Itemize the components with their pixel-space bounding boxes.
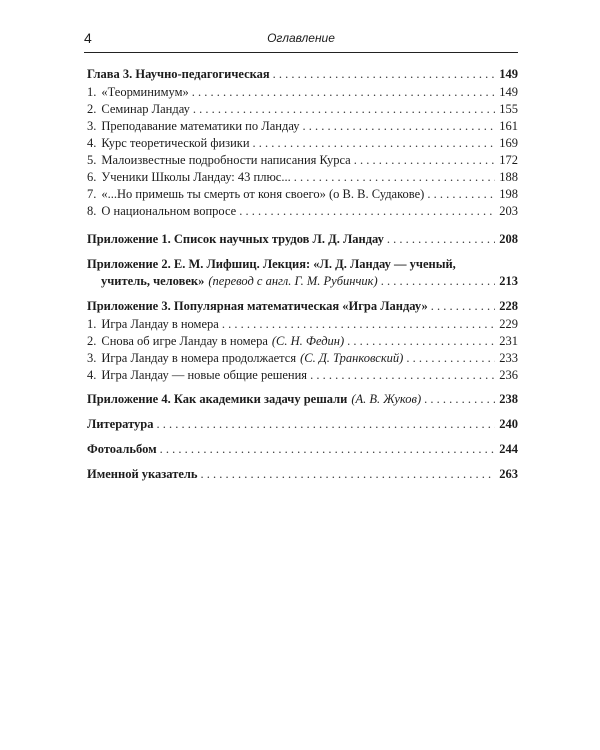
leader-dots: [160, 441, 495, 455]
leader-dots: [201, 466, 495, 480]
toc-item-author: (С. Д. Транковский): [300, 351, 404, 365]
toc-entry-page: 208: [499, 232, 518, 246]
toc-item-number: 4.: [87, 368, 97, 382]
toc-entry-title: Приложение 3. Популярная математическая «Игра Ландау»: [87, 299, 428, 313]
toc-item-page: 169: [499, 136, 518, 150]
toc-entry-title: Приложение 1. Список научных трудов Л. Д. Ландау: [87, 232, 384, 246]
toc-literature[interactable]: [87, 416, 518, 433]
toc-item[interactable]: [87, 367, 518, 384]
toc-entry-title: Фотоальбом: [87, 442, 157, 456]
toc-item[interactable]: [87, 316, 518, 333]
leader-dots: [427, 186, 495, 200]
toc-chapter-3[interactable]: [87, 66, 518, 83]
toc-item[interactable]: [87, 350, 518, 367]
toc-item[interactable]: [87, 101, 518, 118]
toc-item-title: Семинар Ландау: [101, 102, 190, 116]
leader-dots: [424, 391, 495, 405]
toc-item-number: 8.: [87, 204, 97, 218]
toc-item-title: Курс теоретической физики: [101, 136, 250, 150]
toc-item-title: «Теорминимум»: [101, 85, 189, 99]
leader-dots: [273, 66, 495, 80]
toc-entry-title: Литература: [87, 417, 154, 431]
toc-item-page: 229: [499, 317, 518, 331]
toc-item-page: 149: [499, 85, 518, 99]
toc-item-title: Ученики Школы Ландау: 43 плюс...: [101, 170, 291, 184]
toc-item-title: Игра Ландау в номера: [101, 317, 219, 331]
leader-dots: [253, 135, 495, 149]
page-header: [84, 30, 518, 53]
leader-dots: [193, 101, 495, 115]
toc-item-title: О национальном вопросе: [101, 204, 237, 218]
toc-appendix-1[interactable]: [87, 211, 518, 248]
toc-item-number: 1.: [87, 317, 97, 331]
toc-entry-page: 228: [499, 299, 518, 313]
leader-dots: [431, 298, 495, 312]
toc-item[interactable]: [87, 84, 518, 101]
toc-item[interactable]: [87, 152, 518, 169]
toc-entry-page: 244: [499, 442, 518, 456]
leader-dots: [406, 350, 495, 364]
toc-entry-title: Глава 3. Научно-педагогическая: [87, 67, 270, 81]
toc-item-number: 2.: [87, 334, 97, 348]
leader-dots: [347, 333, 495, 347]
leader-dots: [381, 273, 495, 287]
toc-item-title: Игра Ландау в номера продолжается: [101, 351, 297, 365]
toc-item[interactable]: [87, 169, 518, 186]
page-number: 4: [84, 30, 92, 46]
leader-dots: [192, 84, 495, 98]
toc-item-page: 172: [499, 153, 518, 167]
toc-entry-page: 240: [499, 417, 518, 431]
leader-dots: [222, 316, 495, 330]
toc-item-title: Преподавание математики по Ландау: [101, 119, 300, 133]
toc-item[interactable]: [87, 135, 518, 152]
leader-dots: [157, 416, 495, 430]
toc-item-page: 161: [499, 119, 518, 133]
toc-item[interactable]: [87, 186, 518, 203]
toc-item[interactable]: [87, 333, 518, 350]
toc-item-author: (С. Н. Федин): [271, 334, 345, 348]
toc-item-number: 4.: [87, 136, 97, 150]
toc-item-page: 236: [499, 368, 518, 382]
toc-item-number: 1.: [87, 85, 97, 99]
toc-item-title: Малоизвестные подробности написания Курса: [101, 153, 351, 167]
toc-item-number: 3.: [87, 351, 97, 365]
leader-dots: [294, 169, 495, 183]
toc-item-page: 203: [499, 204, 518, 218]
toc-name-index[interactable]: [87, 466, 518, 483]
toc-item-title: Игра Ландау — новые общие решения: [101, 368, 308, 382]
toc-entry-page: 263: [499, 467, 518, 481]
toc-appendix-3[interactable]: [87, 298, 518, 315]
toc-entry-title-line2: учитель, человек»: [101, 274, 205, 288]
toc-item-page: 233: [499, 351, 518, 365]
toc-entry-translator: (перевод с англ. Г. М. Рубинчик): [208, 274, 378, 288]
toc-item-page: 188: [499, 170, 518, 184]
toc-item-number: 3.: [87, 119, 97, 133]
leader-dots: [310, 367, 495, 381]
toc-item-title: Снова об игре Ландау в номера: [101, 334, 268, 348]
toc-appendix-4[interactable]: [87, 391, 518, 408]
toc-entry-title: Приложение 4. Как академики задачу решали: [87, 392, 348, 406]
running-title: Оглавление: [267, 31, 335, 45]
toc-item-page: 231: [499, 334, 518, 348]
toc-item-page: 155: [499, 102, 518, 116]
toc-item[interactable]: [87, 118, 518, 135]
toc-photo-album[interactable]: [87, 441, 518, 458]
leader-dots: [354, 152, 495, 166]
toc-entry-author: (А. В. Жуков): [351, 392, 422, 406]
toc-item-title: «...Но примешь ты смерть от коня своего» (о В. В. Судакове): [101, 187, 425, 201]
toc-item-number: 7.: [87, 187, 97, 201]
toc-item-number: 2.: [87, 102, 97, 116]
toc-appendix-2[interactable]: [87, 256, 518, 290]
toc-item-page: 198: [499, 187, 518, 201]
leader-dots: [387, 231, 495, 245]
toc-entry-title: Именной указатель: [87, 467, 198, 481]
toc-entry-page: 149: [499, 67, 518, 81]
toc-entry-title-line1: Приложение 2. Е. М. Лифшиц. Лекция: «Л. Д. Ландау — ученый,: [87, 257, 456, 271]
toc-entry-page: 213: [499, 274, 518, 288]
leader-dots: [302, 118, 495, 132]
toc-item-number: 5.: [87, 153, 97, 167]
toc-entry-page: 238: [499, 392, 518, 406]
toc-item-number: 6.: [87, 170, 97, 184]
